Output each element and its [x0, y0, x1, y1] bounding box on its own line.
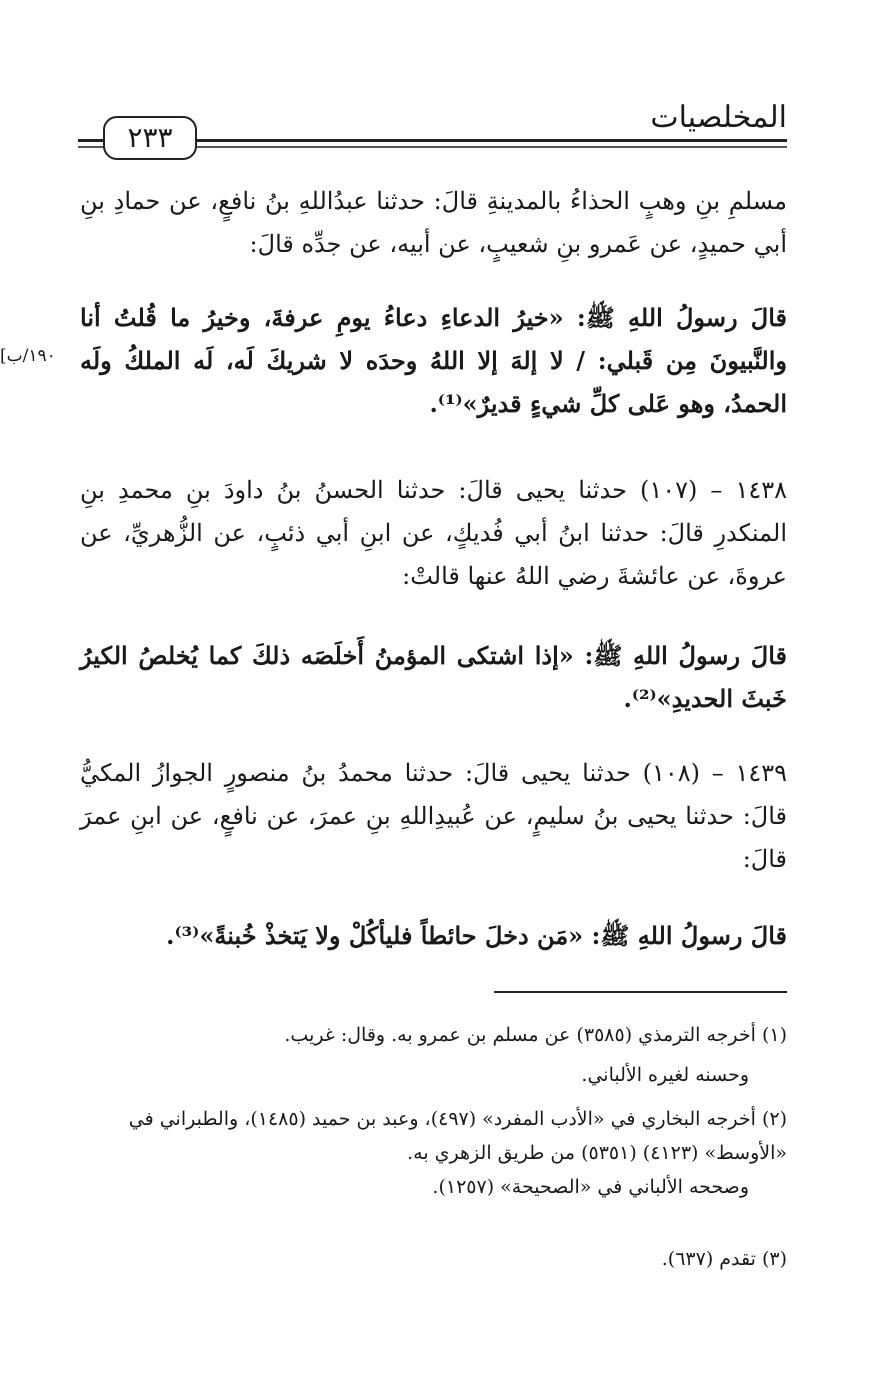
- running-header-title: المخلصيات: [650, 100, 787, 135]
- footnote-2: [80, 1102, 787, 1204]
- footnote-1-text: أخرجه الترمذي (٣٥٨٥) عن مسلم بن عمرو به. وقال: غريب.: [284, 1024, 756, 1046]
- paragraph-isnad-1438: ١٤٣٨ – (١٠٧) حدثنا يحيى قالَ: حدثنا الحسنُ بنُ داودَ بنِ محمدِ بنِ المنكدرِ قالَ: حدثنا ابنُ أبي فُديكٍ، عن ابنِ أبي ذئبٍ، عن الزُّهريِّ، عن عروةَ، عن عائشةَ رضي اللهُ عنها قالتْ:: [80, 476, 787, 590]
- footnote-separator: [494, 991, 787, 993]
- paragraph-hadith-1: قالَ رسولُ اللهِ ﷺ: «خيرُ الدعاءِ دعاءُ يومِ عرفةَ، وخيرُ ما قُلتُ أنا والنَّبيونَ مِن قَبلي: / لا إلهَ إلا اللهُ وحدَه لا شريكَ لَه، لَه الملكُ ولَه الحمدُ، وهو عَلى كلِّ شيءٍ قديرٌ»⁽¹⁾.: [80, 303, 787, 418]
- margin-folio-note: [١٩٠/ب: [0, 346, 56, 366]
- paragraph-hadith-1438: قالَ رسولُ اللهِ ﷺ: «إذا اشتكى المؤمنُ أَخلَصَه ذلكَ كما يُخلصُ الكيرُ خَبثَ الحديدِ»⁽²⁾.: [80, 641, 787, 713]
- footnote-2-text: أخرجه البخاري في «الأدب المفرد» (٤٩٧)، وعبد بن حميد (١٤٨٥)، والطبراني في «الأوسط» (٤١٢٣) (٥٣٥١) من طريق الزهري به.: [128, 1108, 787, 1164]
- footnote-1: [80, 1018, 787, 1052]
- paragraph-isnad-1439: ١٤٣٩ – (١٠٨) حدثنا يحيى قالَ: حدثنا محمدُ بنُ منصورٍ الجوازُ المكيُّ قالَ: حدثنا يحيى بنُ سليمٍ، عن عُبيدِاللهِ بنِ عمرَ، عن نافعٍ، عن ابنِ عمرَ قالَ:: [80, 759, 788, 873]
- footnote-2-number: (٢): [761, 1108, 787, 1130]
- footnote-3-text: تقدم (٦٣٧).: [661, 1248, 756, 1270]
- footnote-3-number: (٣): [761, 1248, 787, 1270]
- footnote-3: [80, 1242, 787, 1276]
- footnote-2-continuation: وصححه الألباني في «الصحيحة» (١٢٥٧).: [432, 1176, 749, 1198]
- footnote-1-continuation: وحسنه لغيره الألباني.: [581, 1064, 749, 1086]
- page-number: ٢٣٣: [103, 116, 197, 160]
- footnote-1-number: (١): [761, 1024, 787, 1046]
- paragraph-isnad-1: مسلمِ بنِ وهبٍ الحذاءُ بالمدينةِ قالَ: حدثنا عبدُاللهِ بنُ نافعٍ، عن حمادِ بنِ أبي حميدٍ، عن عَمرو بنِ شعيبٍ، عن أبيه، عن جدِّه قالَ:: [80, 187, 787, 258]
- paragraph-hadith-1439: قالَ رسولُ اللهِ ﷺ: «مَن دخلَ حائطاً فليأكُلْ ولا يَتخذْ خُبنةً»⁽³⁾.: [166, 921, 787, 950]
